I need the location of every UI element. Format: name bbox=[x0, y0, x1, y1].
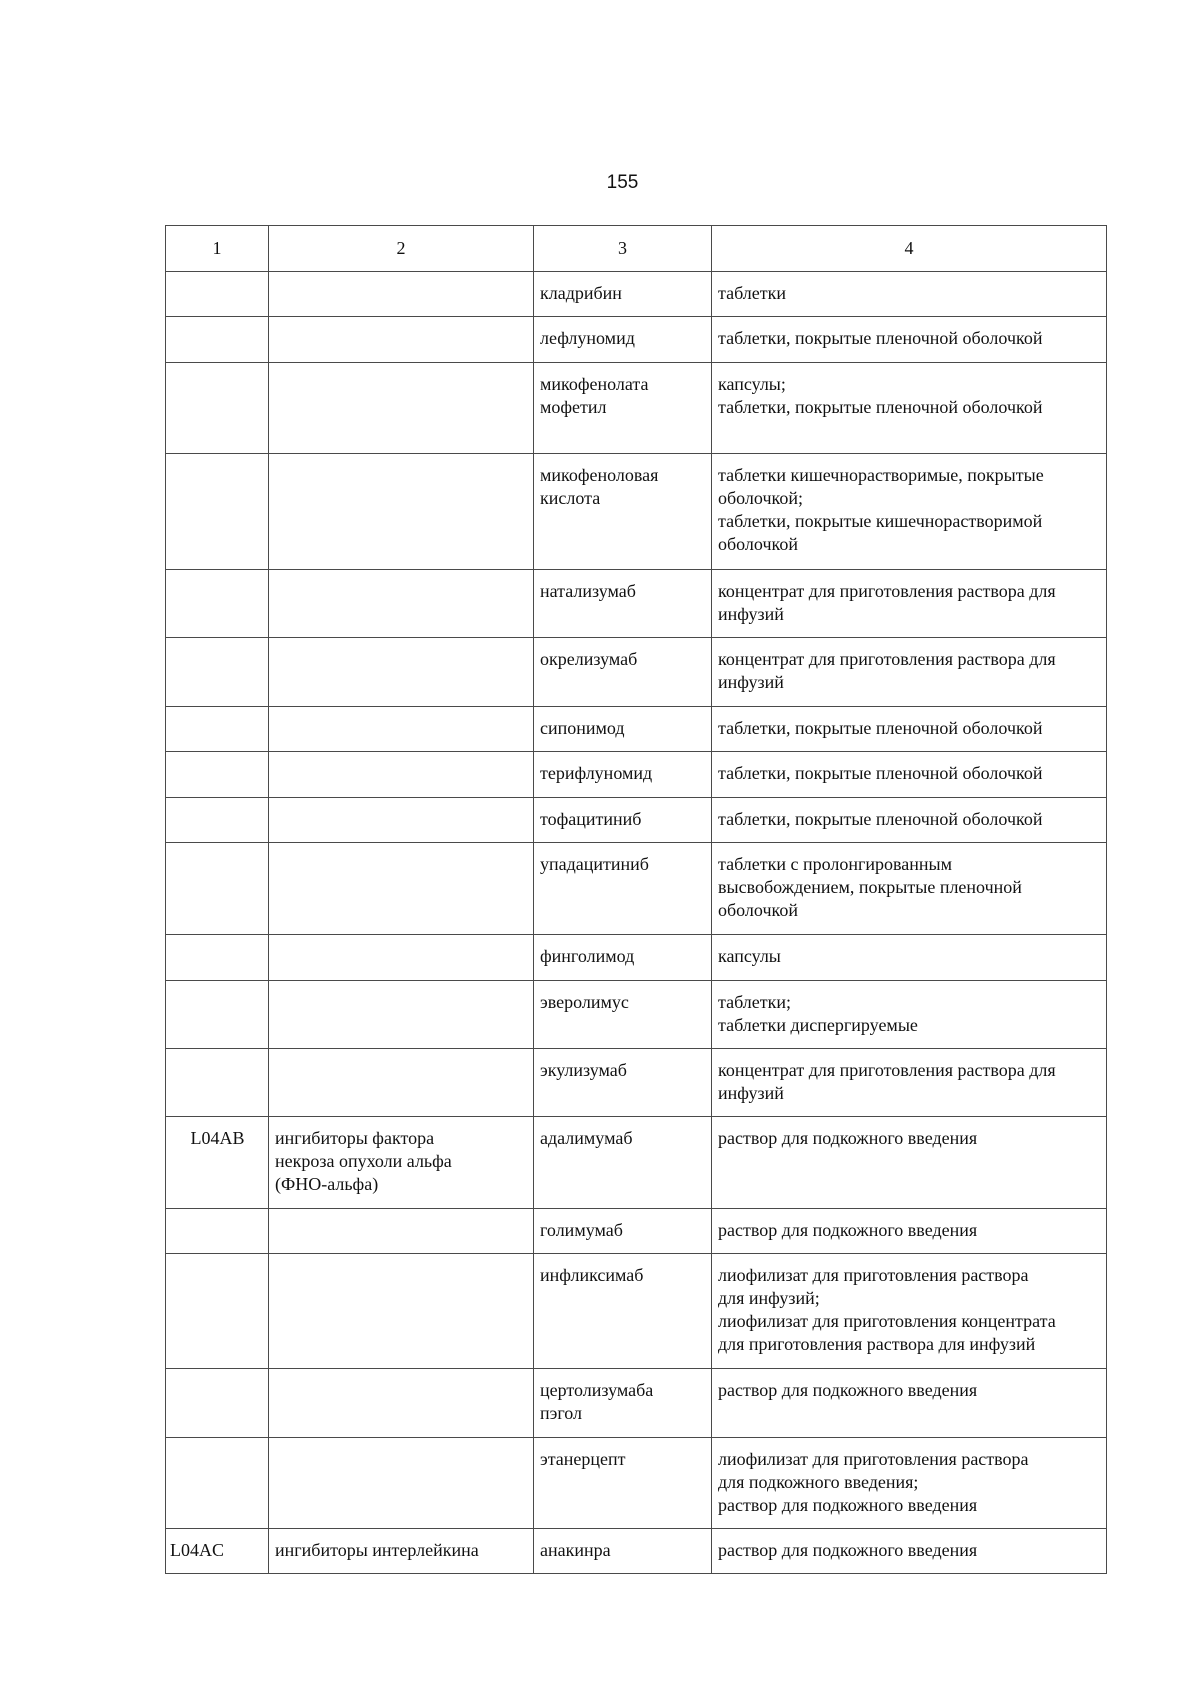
drug-name-cell: этанерцепт bbox=[534, 1438, 712, 1529]
dosage-form-cell: лиофилизат для приготовления раствора для подкожного введения; раствор для подкожного введения bbox=[712, 1438, 1107, 1529]
table-row bbox=[166, 1049, 1107, 1117]
pharmacological-group-cell bbox=[269, 638, 534, 707]
atc-code-cell bbox=[166, 454, 269, 570]
dosage-form-cell: капсулы bbox=[712, 935, 1107, 981]
column-header-2: 2 bbox=[269, 226, 534, 272]
dosage-form-cell: таблетки, покрытые пленочной оболочкой bbox=[712, 752, 1107, 798]
table-row bbox=[166, 752, 1107, 798]
dosage-form-cell: капсулы; таблетки, покрытые пленочной оболочкой bbox=[712, 363, 1107, 454]
table-row bbox=[166, 707, 1107, 752]
drug-name-cell: лефлуномид bbox=[534, 317, 712, 363]
atc-code-cell bbox=[166, 752, 269, 798]
pharmacological-group-cell bbox=[269, 1369, 534, 1438]
dosage-form-cell: таблетки, покрытые пленочной оболочкой bbox=[712, 317, 1107, 363]
pharmacological-group-cell bbox=[269, 1209, 534, 1254]
dosage-form-cell: концентрат для приготовления раствора для инфузий bbox=[712, 570, 1107, 638]
pharmacological-group-cell bbox=[269, 1438, 534, 1529]
dosage-form-cell: раствор для подкожного введения bbox=[712, 1529, 1107, 1574]
atc-code-cell: L04AB bbox=[166, 1117, 269, 1209]
drug-name-cell: эверолимус bbox=[534, 981, 712, 1049]
table-row bbox=[166, 1369, 1107, 1438]
table-row bbox=[166, 272, 1107, 317]
drug-name-cell: инфликсимаб bbox=[534, 1254, 712, 1369]
table-row bbox=[166, 798, 1107, 843]
atc-code-cell bbox=[166, 707, 269, 752]
atc-code-cell bbox=[166, 935, 269, 981]
drug-name-cell: экулизумаб bbox=[534, 1049, 712, 1117]
dosage-form-cell: таблетки; таблетки диспергируемые bbox=[712, 981, 1107, 1049]
drug-name-cell: микофенолата мофетил bbox=[534, 363, 712, 454]
table-header-row bbox=[166, 226, 1107, 272]
pharmacological-group-cell bbox=[269, 981, 534, 1049]
atc-code-cell bbox=[166, 1209, 269, 1254]
table-row bbox=[166, 317, 1107, 363]
table-row bbox=[166, 1209, 1107, 1254]
atc-code-cell bbox=[166, 363, 269, 454]
pharmacological-group-cell bbox=[269, 707, 534, 752]
atc-code-cell bbox=[166, 1254, 269, 1369]
pharmacological-group-cell: ингибиторы фактора некроза опухоли альфа (ФНО-альфа) bbox=[269, 1117, 534, 1209]
pharmacological-group-cell: ингибиторы интерлейкина bbox=[269, 1529, 534, 1574]
dosage-form-cell: таблетки bbox=[712, 272, 1107, 317]
atc-code-cell bbox=[166, 570, 269, 638]
pharmacological-group-cell bbox=[269, 570, 534, 638]
atc-code-cell bbox=[166, 843, 269, 935]
column-header-3: 3 bbox=[534, 226, 712, 272]
atc-code-cell bbox=[166, 317, 269, 363]
drug-name-cell: финголимод bbox=[534, 935, 712, 981]
table-row bbox=[166, 363, 1107, 454]
drug-name-cell: голимумаб bbox=[534, 1209, 712, 1254]
atc-code-cell bbox=[166, 1369, 269, 1438]
pharmacological-group-cell bbox=[269, 317, 534, 363]
pharmacological-group-cell bbox=[269, 752, 534, 798]
drug-name-cell: окрелизумаб bbox=[534, 638, 712, 707]
pharmacological-group-cell bbox=[269, 935, 534, 981]
pharmacological-group-cell bbox=[269, 272, 534, 317]
drug-name-cell: терифлуномид bbox=[534, 752, 712, 798]
pharmacological-group-cell bbox=[269, 843, 534, 935]
dosage-form-cell: таблетки с пролонгированным высвобождением, покрытые пленочной оболочкой bbox=[712, 843, 1107, 935]
table-row bbox=[166, 1254, 1107, 1369]
dosage-form-cell: концентрат для приготовления раствора для инфузий bbox=[712, 1049, 1107, 1117]
drug-name-cell: тофацитиниб bbox=[534, 798, 712, 843]
dosage-form-cell: раствор для подкожного введения bbox=[712, 1117, 1107, 1209]
drug-name-cell: адалимумаб bbox=[534, 1117, 712, 1209]
atc-code-cell bbox=[166, 638, 269, 707]
atc-code-cell: L04AC bbox=[166, 1529, 269, 1574]
dosage-form-cell: раствор для подкожного введения bbox=[712, 1209, 1107, 1254]
pharmacological-group-cell bbox=[269, 363, 534, 454]
table-row bbox=[166, 1529, 1107, 1574]
dosage-form-cell: лиофилизат для приготовления раствора для инфузий; лиофилизат для приготовления концентрата для приготовления раствора для инфузий bbox=[712, 1254, 1107, 1369]
atc-code-cell bbox=[166, 981, 269, 1049]
pharmacological-group-cell bbox=[269, 1049, 534, 1117]
table-row bbox=[166, 981, 1107, 1049]
pharmacological-group-cell bbox=[269, 454, 534, 570]
atc-code-cell bbox=[166, 798, 269, 843]
pharmacological-group-cell bbox=[269, 798, 534, 843]
drug-name-cell: кладрибин bbox=[534, 272, 712, 317]
dosage-form-cell: таблетки, покрытые пленочной оболочкой bbox=[712, 707, 1107, 752]
dosage-form-cell: раствор для подкожного введения bbox=[712, 1369, 1107, 1438]
atc-code-cell bbox=[166, 1438, 269, 1529]
page-number: 155 bbox=[606, 172, 639, 193]
table-row bbox=[166, 1117, 1107, 1209]
table-row bbox=[166, 935, 1107, 981]
table-row bbox=[166, 454, 1107, 570]
table-row bbox=[166, 843, 1107, 935]
drug-name-cell: натализумаб bbox=[534, 570, 712, 638]
table-row bbox=[166, 638, 1107, 707]
column-header-4: 4 bbox=[712, 226, 1107, 272]
column-header-1: 1 bbox=[166, 226, 269, 272]
drug-table bbox=[165, 225, 1107, 1574]
dosage-form-cell: таблетки кишечнорастворимые, покрытые оболочкой; таблетки, покрытые кишечнорастворимой оболочкой bbox=[712, 454, 1107, 570]
atc-code-cell bbox=[166, 272, 269, 317]
dosage-form-cell: концентрат для приготовления раствора для инфузий bbox=[712, 638, 1107, 707]
atc-code-cell bbox=[166, 1049, 269, 1117]
drug-name-cell: упадацитиниб bbox=[534, 843, 712, 935]
drug-name-cell: анакинра bbox=[534, 1529, 712, 1574]
dosage-form-cell: таблетки, покрытые пленочной оболочкой bbox=[712, 798, 1107, 843]
pharmacological-group-cell bbox=[269, 1254, 534, 1369]
drug-name-cell: сипонимод bbox=[534, 707, 712, 752]
drug-name-cell: цертолизумаба пэгол bbox=[534, 1369, 712, 1438]
drug-name-cell: микофеноловая кислота bbox=[534, 454, 712, 570]
table-row bbox=[166, 570, 1107, 638]
table-row bbox=[166, 1438, 1107, 1529]
